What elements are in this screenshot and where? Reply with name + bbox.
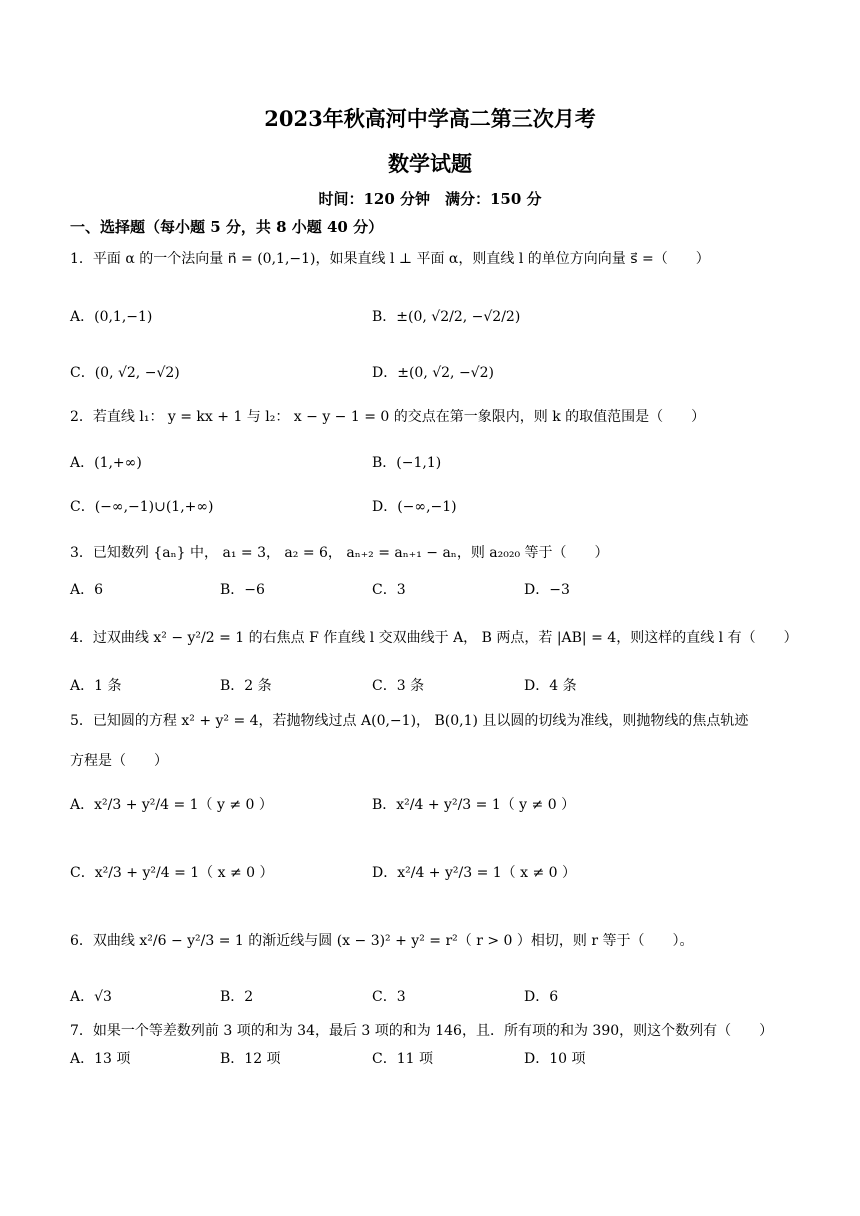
question-7-option-d: D．10 项 [524,1051,586,1067]
question-5-option-a: A．x²/3 + y²/4 = 1（ y ≠ 0 ） [70,797,273,813]
question-3-option-a: A．6 [70,582,104,598]
exam-info: 时间：120 分钟 满分：150 分 [318,190,542,208]
section-heading: 一、选择题（每小题 5 分，共 8 小题 40 分） [70,218,384,236]
question-7-stem: 7．如果一个等差数列前 3 项的和为 34，最后 3 项的和为 146，且．所有项的和为 390，则这个数列有（ ） [70,1023,774,1039]
question-1-option-c: C．(0, √2, −√2) [70,365,180,381]
question-1-option-b: B．±(0, √2/2, −√2/2) [372,309,521,325]
question-2-option-b: B．(−1,1) [372,455,442,471]
question-3-stem: 3．已知数列 {aₙ} 中， a₁ = 3， a₂ = 6， aₙ₊₂ = aₙ₊₁ − aₙ，则 a₂₀₂₀ 等于（ ） [70,545,609,561]
question-5-option-b: B．x²/4 + y²/3 = 1（ y ≠ 0 ） [372,797,576,813]
question-4-option-b: B．2 条 [220,678,272,694]
question-2-option-d: D．(−∞,−1) [372,499,457,515]
question-5-stem: 5．已知圆的方程 x² + y² = 4，若抛物线过点 A(0,−1)， B(0,1) 且以圆的切线为准线，则抛物线的焦点轨迹 [70,713,749,729]
question-5-option-c: C．x²/3 + y²/4 = 1（ x ≠ 0 ） [70,865,274,881]
question-5-option-d: D．x²/4 + y²/3 = 1（ x ≠ 0 ） [372,865,577,881]
question-2-stem: 2．若直线 l₁： y = kx + 1 与 l₂： x − y − 1 = 0 的交点在第一象限内，则 k 的取值范围是（ ） [70,409,706,425]
question-4-option-a: A．1 条 [70,678,122,694]
question-4-option-d: D．4 条 [524,678,577,694]
question-1-stem: 1．平面 α 的一个法向量 n⃗ = (0,1,−1)，如果直线 l ⊥ 平面 α，则直线 l 的单位方向向量 s⃗ =（ ） [70,251,710,267]
exam-title: 2023年秋高河中学高二第三次月考 [264,106,596,131]
question-2-option-c: C．(−∞,−1)∪(1,+∞) [70,499,214,515]
question-6-option-a: A．√3 [70,989,112,1005]
question-6-option-c: C．3 [372,989,406,1005]
question-3-option-b: B．−6 [220,582,265,598]
question-1-option-a: A．(0,1,−1) [70,309,153,325]
question-2-option-a: A．(1,+∞) [70,455,142,471]
question-4-stem: 4．过双曲线 x² − y²/2 = 1 的右焦点 F 作直线 l 交双曲线于 A， B 两点，若 |AB| = 4，则这样的直线 l 有（ ） [70,630,798,646]
question-7-option-a: A．13 项 [70,1051,131,1067]
question-1-option-d: D．±(0, √2, −√2) [372,365,494,381]
question-7-option-c: C．11 项 [372,1051,433,1067]
question-6-stem: 6．双曲线 x²/6 − y²/3 = 1 的渐近线与圆 (x − 3)² + y² = r²（ r > 0 ）相切，则 r 等于（ ）。 [70,933,694,949]
question-3-option-d: D．−3 [524,582,570,598]
exam-subtitle: 数学试题 [388,151,472,176]
question-6-option-b: B．2 [220,989,254,1005]
question-6-option-d: D．6 [524,989,559,1005]
question-7-option-b: B．12 项 [220,1051,281,1067]
question-4-option-c: C．3 条 [372,678,425,694]
question-3-option-c: C．3 [372,582,406,598]
question-5-stem-continued: 方程是（ ） [70,753,168,769]
